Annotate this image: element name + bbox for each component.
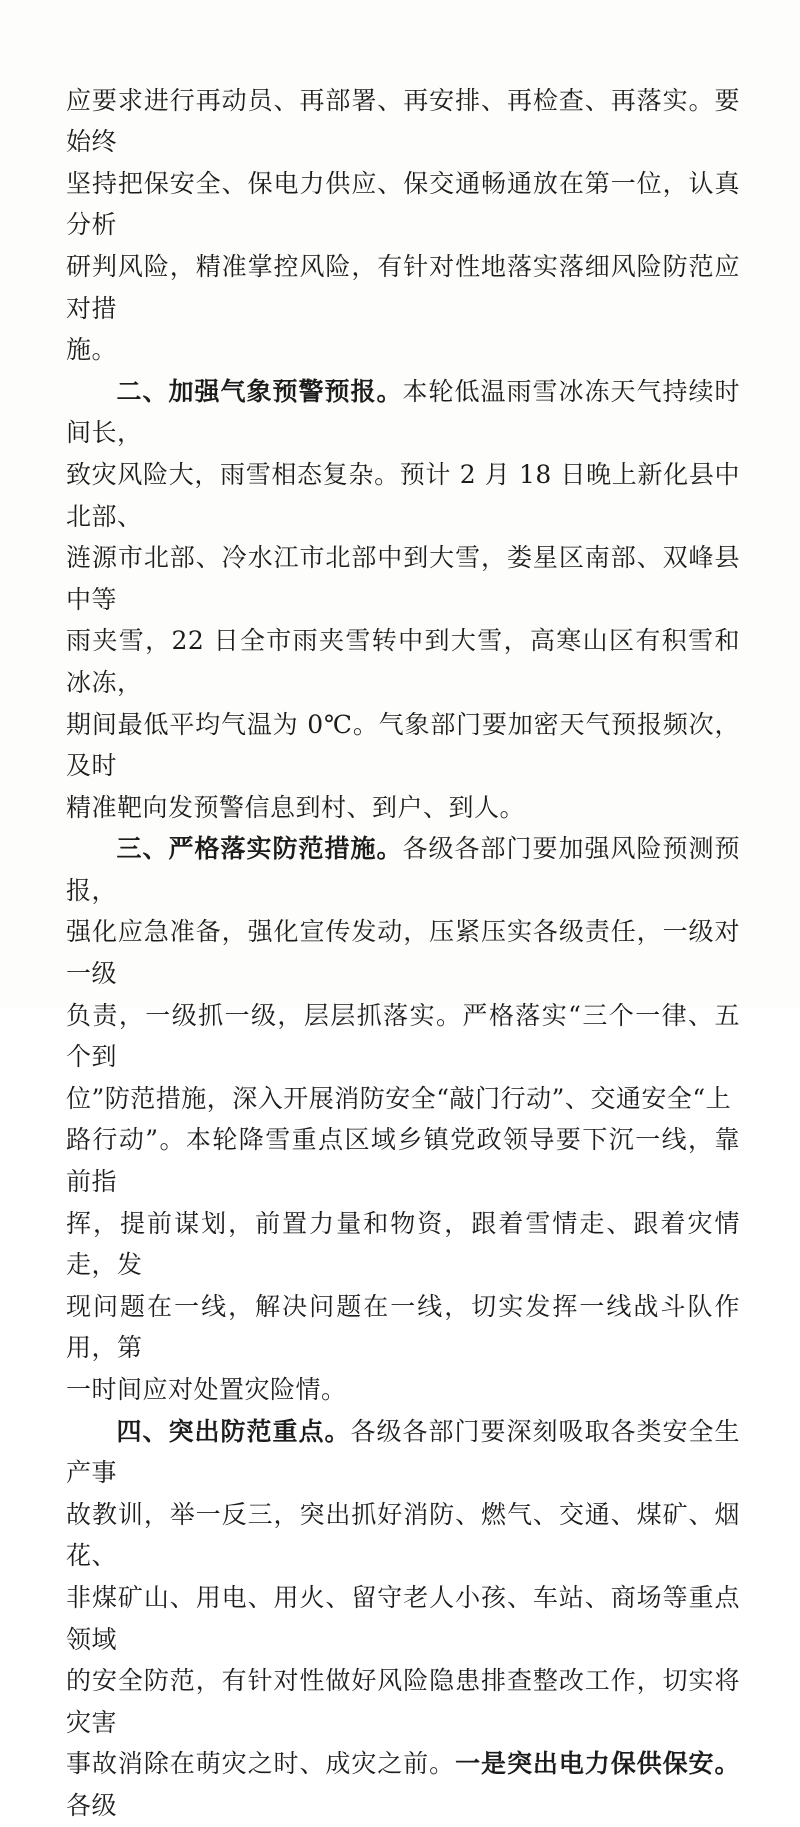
paragraph-3-text: 各级各部门要加强风险预测预报， 强化应急准备，强化宣传发动，压紧压实各级责任，一级对一级 负责，一级抓一级，层层抓落实。严格落实“三个一律、五个到 位”防范措施，深入开展消防安全“敲门行动”、交通安全“上 路行动”。本轮降雪重点区域乡镇党政领导要下沉一线，靠前指 挥，提前谋划，前置力量和物资，跟着雪情走、跟着灾情走，发 现问题在一线，解决问题在一线，切实发挥一线战斗队作用，第 一时间应对处置灾险情。 bbox=[66, 834, 740, 1404]
paragraph-4-tail: 各级 bbox=[66, 1790, 118, 1820]
paragraph-2-text: 本轮低温雨雪冰冻天气持续时间长， 致灾风险大，雨雪相态复杂。预计 2 月 18 日晚上新化县中北部、 涟源市北部、冷水江市北部中到大雪，娄星区南部、双峰县中等 雨夹雪，22 日全市雨夹雪转中到大雪，高寒山区有积雪和冰冻， 期间最低平均气温为 0℃。气象部门要加密天气预报频次，及时 精准靶向发预警信息到村、到户、到人。 bbox=[66, 376, 740, 822]
paragraph-1-text: 应要求进行再动员、再部署、再安排、再检查、再落实。要始终 坚持把保安全、保电力供应、保交通畅通放在第一位，认真分析 研判风险，精准掌控风险，有针对性地落实落细风险防范应对措 施。 bbox=[66, 85, 740, 365]
paragraph-4-text: 各级各部门要深刻吸取各类安全生产事 故教训，举一反三，突出抓好消防、燃气、交通、煤矿、烟花、 非煤矿山、用电、用火、留守老人小孩、车站、商场等重点领域 的安全防范，有针对性做好风险隐患排查整改工作，切实将灾害 事故消除在萌灾之时、成灾之前。 bbox=[66, 1416, 740, 1779]
section-heading-4: 四、突出防范重点。 bbox=[116, 1416, 351, 1446]
section-heading-2: 二、加强气象预警预报。 bbox=[116, 376, 403, 406]
paragraph-3 bbox=[66, 828, 740, 1410]
paragraph-2 bbox=[66, 371, 740, 829]
section-heading-3: 三、严格落实防范措施。 bbox=[116, 834, 403, 864]
paragraph-4 bbox=[66, 1411, 740, 1827]
paragraph-1 bbox=[66, 38, 740, 371]
paragraph-4-tail-bold: 一是突出电力保供保安。 bbox=[455, 1749, 740, 1779]
